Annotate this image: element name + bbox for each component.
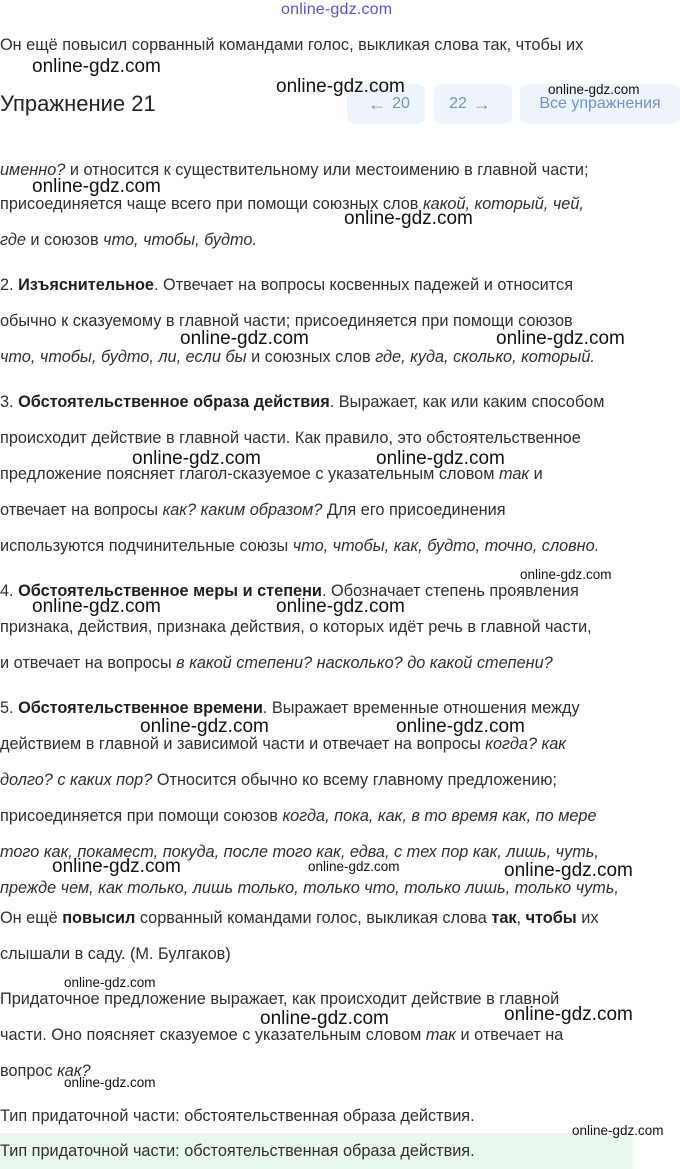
text-line: действием в главной и зависимой части и отвечает на вопросы когда? как — [0, 735, 566, 753]
watermark: online-gdz.com — [276, 76, 405, 97]
watermark: online-gdz.com — [572, 1123, 664, 1138]
watermark: online-gdz.com — [132, 448, 261, 469]
watermark: online-gdz.com — [548, 82, 640, 97]
watermark: online-gdz.com — [396, 716, 525, 737]
text-line: части. Оно поясняет сказуемое с указательным словом так и отвечает на — [0, 1026, 564, 1044]
answer-text: Тип придаточной части: обстоятельственная образа действия. — [0, 1142, 475, 1160]
watermark: online-gdz.com — [520, 567, 612, 582]
watermark: online-gdz.com — [32, 596, 161, 617]
watermark: online-gdz.com — [504, 1004, 633, 1025]
watermark: online-gdz.com — [64, 975, 156, 990]
watermark: online-gdz.com — [308, 859, 400, 874]
text-line: присоединяется при помощи союзов когда, пока, как, в то время как, по мере — [0, 807, 597, 825]
text-line: обычно к сказуемому в главной части; присоединяется при помощи союзов — [0, 312, 573, 330]
watermark: online-gdz.com — [32, 56, 161, 77]
watermark: online-gdz.com — [64, 1075, 156, 1090]
watermark: online-gdz.com — [260, 1008, 389, 1029]
prev-exercise-label: 20 — [392, 95, 410, 112]
text-line: 2. Изъяснительное. Отвечает на вопросы косвенных падежей и относится — [0, 276, 574, 294]
next-exercise-button[interactable] — [434, 84, 512, 124]
page-title: Упражнение 21 — [0, 91, 156, 116]
text-line-top: Он ещё повысил сорванный командами голос, выкликая слова так, чтобы их — [0, 36, 584, 54]
text-line: используются подчинительные союзы что, чтобы, как, будто, точно, словно. — [0, 537, 600, 555]
text-line: вопрос как? — [0, 1062, 91, 1080]
next-exercise-label: 22 — [449, 95, 467, 112]
watermark: online-gdz.com — [32, 176, 161, 197]
watermark: online-gdz.com — [344, 208, 473, 229]
watermark-top: online-gdz.com — [281, 1, 393, 18]
text-line: 5. Обстоятельственное времени. Выражает временные отношения между — [0, 699, 580, 717]
text-line: признака, действия, признака действия, о которых идёт речь в главной части, — [0, 618, 592, 636]
watermark: online-gdz.com — [504, 860, 633, 881]
watermark: online-gdz.com — [140, 716, 269, 737]
text-line: что, чтобы, будто, ли, если бы и союзных слов где, куда, сколько, который. — [0, 348, 595, 366]
watermark: online-gdz.com — [276, 596, 405, 617]
text-line: слышали в саду. (М. Булгаков) — [0, 945, 231, 963]
text-line: Тип придаточной части: обстоятельственная образа действия. — [0, 1107, 475, 1125]
watermark: online-gdz.com — [52, 856, 181, 877]
text-line: Он ещё повысил сорванный командами голос, выкликая слова так, чтобы их — [0, 909, 599, 927]
text-line: 3. Обстоятельственное образа действия. Выражает, как или каким способом — [0, 393, 605, 411]
arrow-right-icon: → — [472, 93, 491, 114]
text-line: происходит действие в главной части. Как правило, это обстоятельственное — [0, 429, 581, 447]
text-line: предложение поясняет глагол-сказуемое с указательным словом так и — [0, 465, 543, 483]
text-line: прежде чем, как только, лишь только, только что, только лишь, только чуть, — [0, 879, 619, 897]
watermark: online-gdz.com — [496, 328, 625, 349]
all-exercises-label: Все упражнения — [539, 95, 661, 112]
text-line: долго? с каких пор? Относится обычно ко всему главному предложению; — [0, 771, 557, 789]
text-line: отвечает на вопросы как? каким образом? Для его присоединения — [0, 501, 506, 519]
text-line: того как, покамест, покуда, после того как, едва, с тех пор как, лишь, чуть, — [0, 843, 599, 861]
text-line: и отвечает на вопросы в какой степени? насколько? до какой степени? — [0, 654, 553, 672]
watermark: online-gdz.com — [376, 448, 505, 469]
text-line: Придаточное предложение выражает, как происходит действие в главной — [0, 990, 560, 1008]
text-line: 4. Обстоятельственное меры и степени. Обозначает степень проявления — [0, 582, 579, 600]
watermark: online-gdz.com — [180, 328, 309, 349]
text-line: присоединяется чаще всего при помощи союзных слов какой, который, чей, — [0, 195, 584, 213]
arrow-left-icon: ← — [368, 93, 387, 114]
text-line: именно? и относится к существительному или местоимению в главной части; — [0, 161, 589, 179]
text-line: где и союзов что, чтобы, будто. — [0, 231, 258, 249]
